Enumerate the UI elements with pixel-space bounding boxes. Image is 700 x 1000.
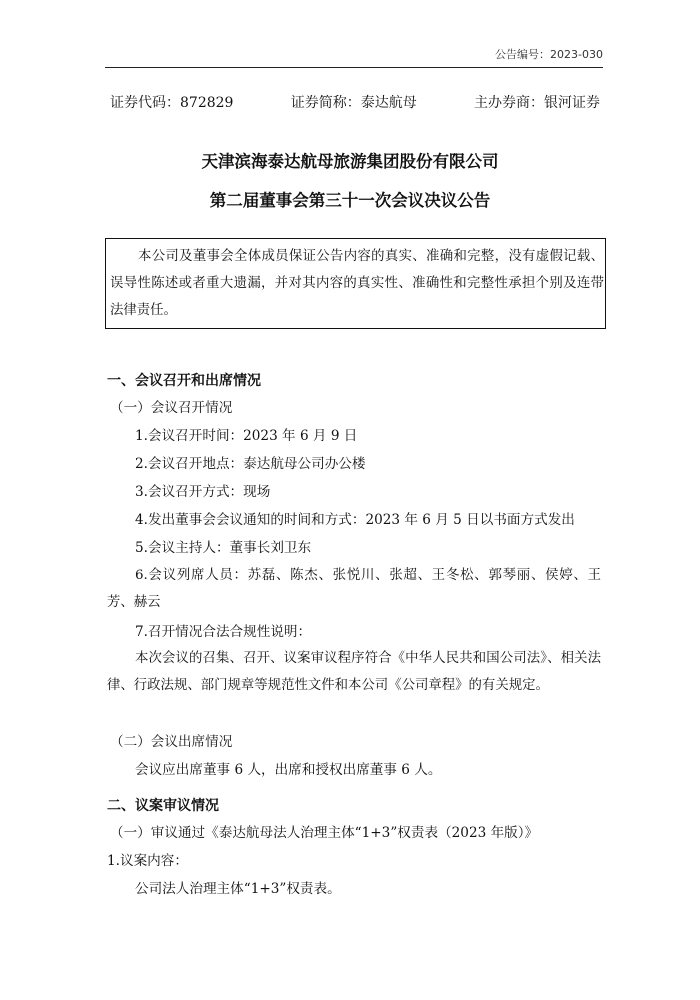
subsection-2-1-heading: （一）审议通过《泰达航母法人治理主体“1+3”权责表（2023 年版）》 bbox=[110, 825, 539, 841]
notice-time-method: 4.发出董事会会议通知的时间和方式：2023 年 6 月 5 日以书面方式发出 bbox=[135, 512, 575, 528]
legality-statement: 本次会议的召集、召开、议案审议程序符合《中华人民共和国公司法》、相关法律、行政法规、部门规章等规范性文件和本公司《公司章程》的有关规定。 bbox=[107, 651, 601, 693]
notice-text: 本公司及董事会全体成员保证公告内容的真实、准确和完整，没有虚假记载、误导性陈述或者重大遗漏，并对其内容的真实性、准确性和完整性承担个别及连带法律责任。 bbox=[110, 249, 604, 318]
attendees: 6.会议列席人员：苏磊、陈杰、张悦川、张超、王冬松、郭琴丽、侯婷、王芳、赫云 bbox=[107, 568, 601, 610]
attendance-text: 会议应出席董事 6 人，出席和授权出席董事 6 人。 bbox=[135, 762, 442, 778]
security-info-row bbox=[110, 92, 600, 112]
company-title: 天津滨海泰达航母旅游集团股份有限公司 bbox=[201, 152, 499, 171]
announcement-number: 公告编号：2023-030 bbox=[495, 48, 603, 61]
document-title: 第二届董事会第三十一次会议决议公告 bbox=[209, 191, 491, 210]
proposal-content-label: 1.议案内容： bbox=[107, 853, 188, 869]
meeting-method: 3.会议召开方式：现场 bbox=[135, 484, 271, 500]
security-code: 证券代码：872829 bbox=[110, 95, 234, 111]
legality-label: 7.召开情况合法合规性说明： bbox=[135, 624, 312, 640]
section-1-heading: 一、会议召开和出席情况 bbox=[107, 373, 261, 389]
meeting-time: 1.会议召开时间：2023 年 6 月 9 日 bbox=[135, 428, 358, 444]
header-rule bbox=[105, 67, 603, 68]
security-abbreviation: 证券简称：泰达航母 bbox=[290, 95, 417, 111]
meeting-place: 2.会议召开地点：泰达航母公司办公楼 bbox=[135, 456, 366, 472]
sponsor-broker: 主办券商：银河证券 bbox=[473, 95, 600, 111]
meeting-host: 5.会议主持人：董事长刘卫东 bbox=[135, 540, 312, 556]
section-2-heading: 二、议案审议情况 bbox=[107, 798, 219, 814]
proposal-content: 公司法人治理主体“1+3”权责表。 bbox=[135, 881, 341, 897]
subsection-1-1-heading: （一）会议召开情况 bbox=[110, 400, 233, 416]
subsection-1-2-heading: （二）会议出席情况 bbox=[110, 734, 233, 750]
